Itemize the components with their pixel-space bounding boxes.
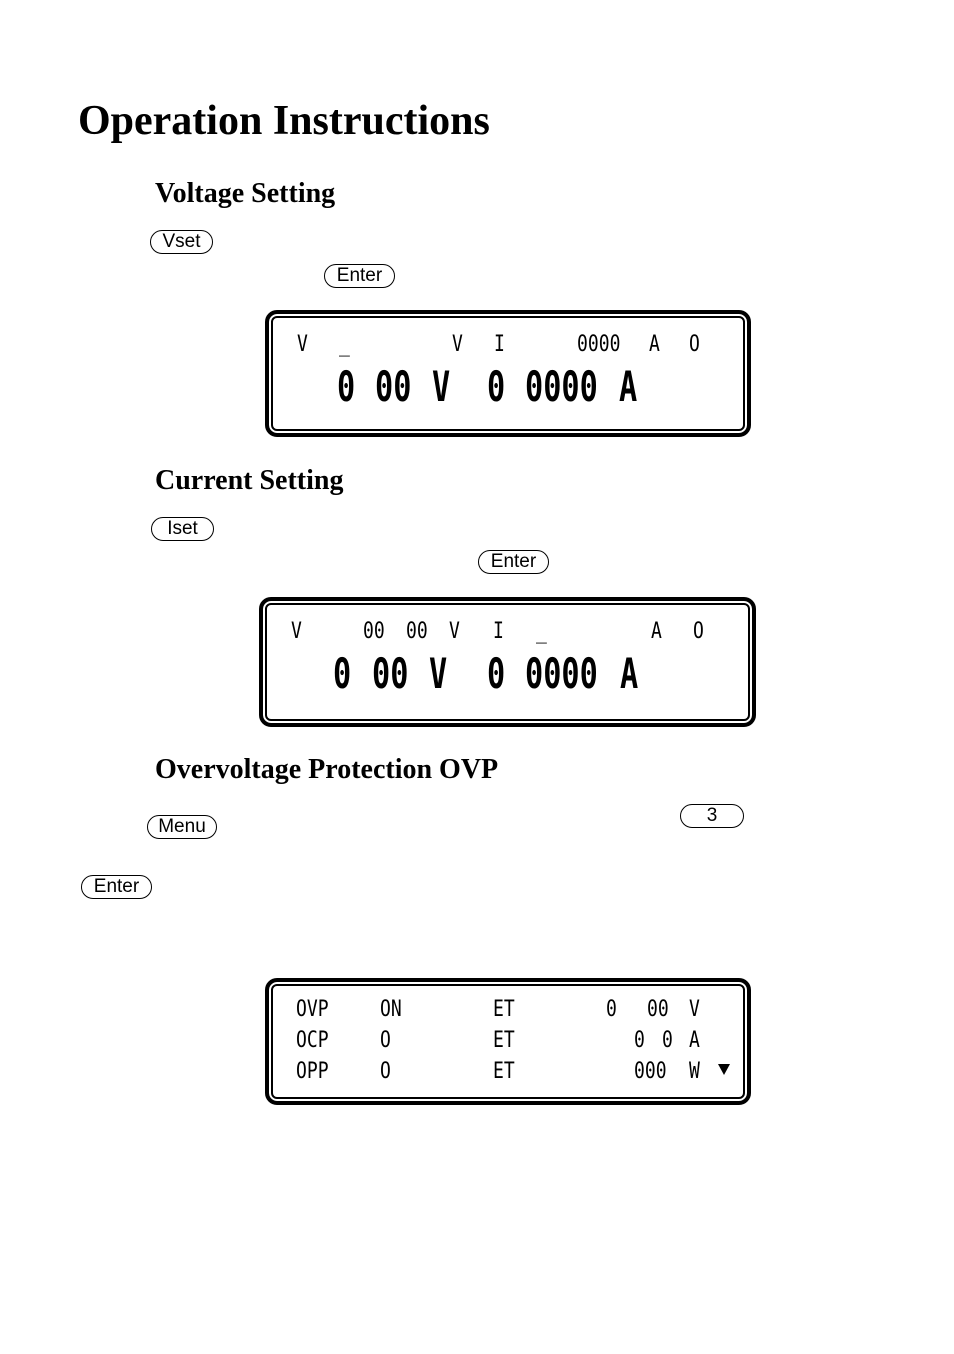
- lcd-text: A: [651, 619, 662, 644]
- enter-key: Enter: [324, 264, 395, 288]
- iset-key: Iset: [151, 517, 214, 541]
- lcd-text: ET: [493, 997, 515, 1022]
- lcd-voltage-value: 00: [375, 362, 412, 411]
- lcd-label-opp: OPP: [296, 1059, 329, 1084]
- lcd-text: V: [291, 619, 302, 644]
- lcd-text: I: [494, 332, 505, 357]
- lcd-text: V: [449, 619, 460, 644]
- lcd-voltage-display: [265, 310, 751, 437]
- lcd-text: O: [380, 1059, 391, 1084]
- lcd-text: 00: [363, 619, 385, 644]
- lcd-cursor: _: [339, 332, 350, 357]
- lcd-label-ocp: OCP: [296, 1028, 329, 1053]
- lcd-text: W: [689, 1059, 700, 1084]
- lcd-label-ovp: OVP: [296, 997, 329, 1022]
- lcd-text: V: [452, 332, 463, 357]
- lcd-voltage-value: 00: [372, 649, 409, 698]
- lcd-current-value: 0000: [525, 362, 598, 411]
- lcd-unit: A: [619, 362, 638, 411]
- current-setting-heading: Current Setting: [155, 465, 344, 496]
- lcd-text: V: [297, 332, 308, 357]
- lcd-text: 0000: [577, 332, 621, 357]
- lcd-current-display: [259, 597, 756, 727]
- vset-key: Vset: [150, 230, 213, 254]
- lcd-text: O: [689, 332, 700, 357]
- enter-key: Enter: [81, 875, 152, 899]
- lcd-text: ON: [380, 997, 402, 1022]
- lcd-text: 00: [647, 997, 669, 1022]
- lcd-voltage-value: 0: [333, 649, 352, 698]
- lcd-text: I: [493, 619, 504, 644]
- enter-key: Enter: [478, 550, 549, 574]
- lcd-unit: V: [429, 649, 448, 698]
- lcd-current-value: 0000: [525, 649, 598, 698]
- lcd-text: ET: [493, 1028, 515, 1053]
- lcd-text: 0: [662, 1028, 673, 1053]
- down-triangle-icon: [718, 1064, 730, 1075]
- lcd-text: 0: [634, 1028, 645, 1053]
- lcd-text: O: [693, 619, 704, 644]
- lcd-protection-display: [265, 978, 751, 1105]
- number-3-key: 3: [680, 804, 744, 828]
- menu-key: Menu: [147, 815, 217, 839]
- lcd-text: O: [380, 1028, 391, 1053]
- ovp-heading: Overvoltage Protection OVP: [155, 754, 499, 785]
- lcd-current-value: 0: [487, 649, 506, 698]
- voltage-setting-heading: Voltage Setting: [155, 178, 336, 209]
- lcd-text: 00: [406, 619, 428, 644]
- lcd-text: A: [649, 332, 660, 357]
- lcd-unit: A: [620, 649, 639, 698]
- lcd-voltage-value: 0: [337, 362, 356, 411]
- lcd-unit: V: [432, 362, 451, 411]
- lcd-cursor: _: [536, 619, 547, 644]
- lcd-current-value: 0: [487, 362, 506, 411]
- lcd-text: ET: [493, 1059, 515, 1084]
- lcd-text: A: [689, 1028, 700, 1053]
- lcd-text: 0: [606, 997, 617, 1022]
- lcd-text: 000: [634, 1059, 667, 1084]
- page-title: Operation Instructions: [78, 98, 490, 144]
- lcd-text: V: [689, 997, 700, 1022]
